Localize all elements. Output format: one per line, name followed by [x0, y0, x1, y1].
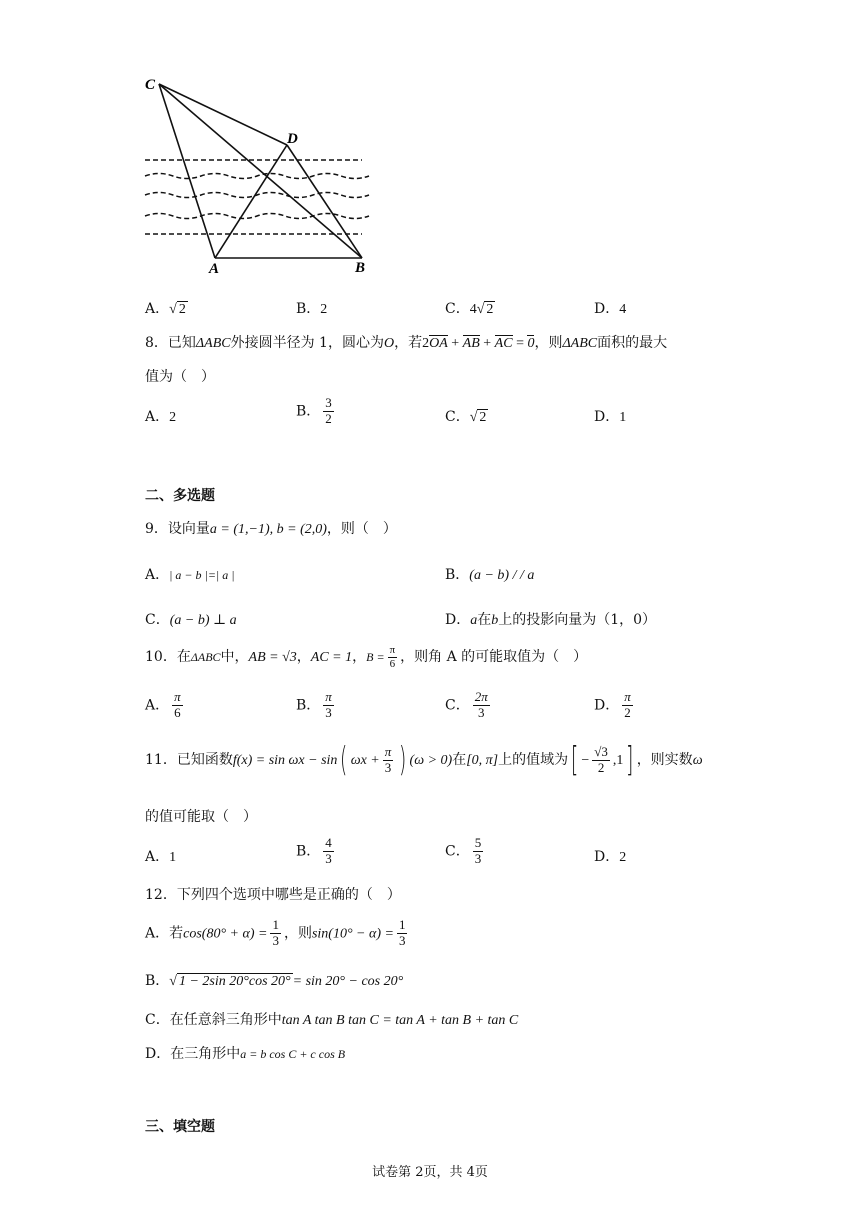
q9-option-c[interactable]: C．(a − b) ⊥ a [145, 612, 237, 628]
q12-option-d[interactable]: D．在三角形中a = b cos C + c cos B [145, 1046, 346, 1062]
q8-stem-line2: 值为（ ） [145, 369, 215, 385]
q10-option-a[interactable]: A． $\frac{\pi}{6}$ [145, 689, 181, 720]
q9-option-a[interactable]: A．| a − b |=| a | [145, 567, 235, 583]
q10-option-d[interactable]: D． $\frac{\pi}{2}$ [594, 689, 631, 720]
q11-option-b[interactable]: B． $\frac{4}{3}$ [296, 835, 332, 866]
geometry-figure [140, 70, 375, 280]
q8-option-b[interactable]: B． $\frac{3}{2}$ [296, 395, 332, 426]
vertex-label-c: C [145, 77, 156, 93]
q9-option-b[interactable]: B．(a − b) / / a [445, 567, 535, 583]
q12-stem: 12．下列四个选项中哪些是正确的（ ） [145, 887, 401, 903]
q7-option-b[interactable]: B．2 [296, 301, 328, 317]
q8-stem: 8．已知ΔABC外接圆半径为 1，圆心为O，若2OA + AB + AC = 0，则ΔABC面积的最大 [145, 335, 668, 351]
vertex-label-a: A [209, 261, 220, 277]
q11-option-d[interactable]: D．2 [594, 849, 627, 865]
q12-option-c[interactable]: C．在任意斜三角形中tan A tan B tan C = tan A + tan B + tan C [145, 1012, 519, 1028]
q9-stem: 9．设向量a = (1,−1), b = (2,0)，则（ ） [145, 521, 397, 537]
section-title-multiple-choice: 二、多选题 [145, 488, 215, 504]
q9-option-d[interactable]: D．a在b上的投影向量为（1，0） [445, 612, 657, 628]
vertex-label-b: B [355, 260, 366, 276]
page-footer: 试卷第 2页，共 4页 [372, 1165, 488, 1180]
vector-equation: 2OA + AB + AC = 0 [422, 336, 535, 351]
q12-option-b[interactable]: B．√ 1 − 2sin 20°cos 20° = sin 20° − cos 20° [145, 973, 404, 989]
q8-option-c[interactable]: C．√ 2 [445, 409, 487, 425]
q7-option-c[interactable]: C．4√ 2 [445, 301, 494, 317]
q11-stem: 11．已知函数f(x) = sin ωx − sin( ωx + $\frac{\pi}{3}$ ) (ω > 0)在[0, π]上的值域为[ − $\frac{√3}{2}$ ,1] ，则实数ω [145, 740, 703, 780]
q10-option-b[interactable]: B． $\frac{\pi}{3}$ [296, 689, 332, 720]
q8-option-a[interactable]: A．2 [145, 409, 177, 425]
section-title-fill-in: 三、填空题 [145, 1119, 215, 1135]
vertex-label-d: D [287, 131, 298, 147]
q7-option-d[interactable]: D．4 [594, 301, 627, 317]
q11-stem-line2: 的值可能取（ ） [145, 809, 257, 825]
q10-stem: 10．在ΔABC中，AB = √3，AC = 1，B = $\frac{\pi}{6}$ ，则角 A 的可能取值为（ ） [145, 644, 588, 670]
q8-option-d[interactable]: D．1 [594, 409, 627, 425]
q7-option-a[interactable]: A．√ 2 [145, 301, 186, 317]
q11-option-c[interactable]: C． $\frac{5}{3}$ [445, 835, 482, 866]
q12-option-a[interactable]: A．若cos(80° + α) = $\frac{1}{3}$ ，则sin(10° − α) = $\frac{1}{3}$ [145, 917, 406, 948]
q11-option-a[interactable]: A．1 [145, 849, 177, 865]
q10-option-c[interactable]: C． $\frac{2\pi}{3}$ [445, 689, 488, 720]
